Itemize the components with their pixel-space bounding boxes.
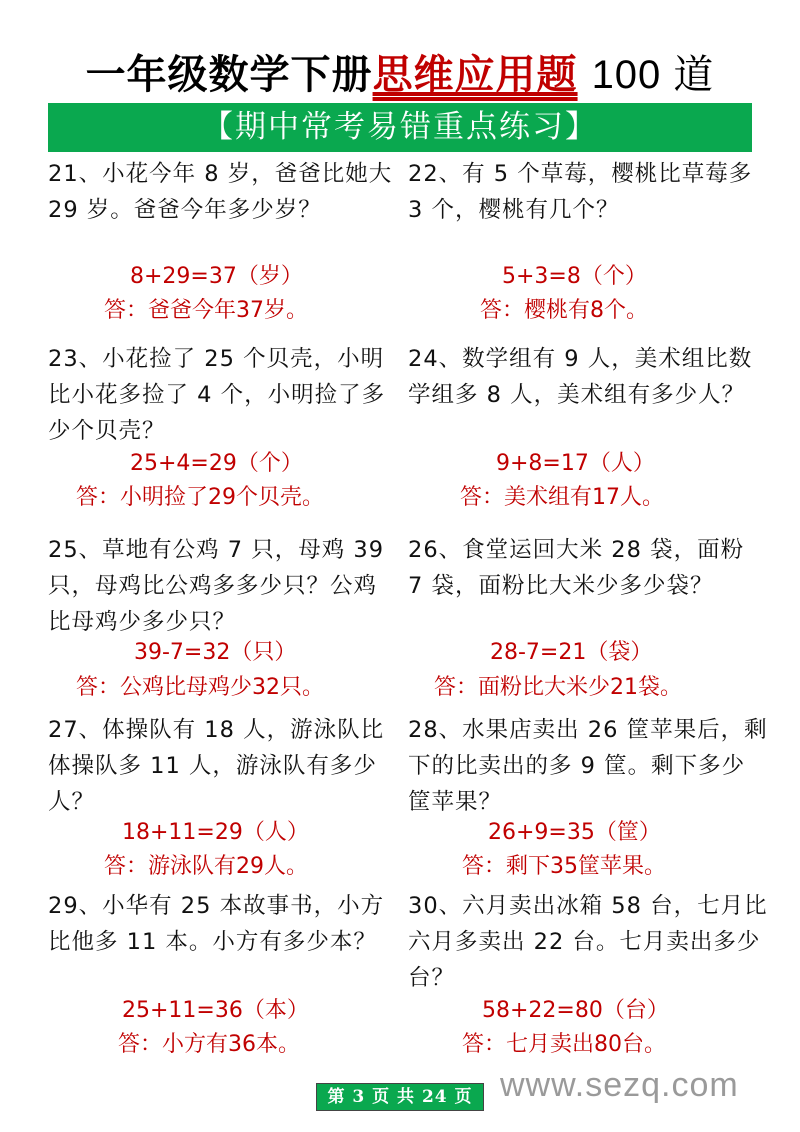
problem-answer: 答：剩下35筐苹果。 — [462, 854, 666, 879]
problem-calculation: 18+11=29（人） — [122, 820, 309, 845]
problem-calculation: 28-7=21（袋） — [490, 640, 653, 665]
problem-answer: 答：面粉比大米少21袋。 — [434, 675, 682, 700]
problem-question: 22、有 5 个草莓，樱桃比草莓多 3 个，樱桃有几个？ — [408, 161, 753, 223]
problem-24 — [408, 341, 758, 516]
watermark: www.sezq.com — [500, 1066, 739, 1104]
problem-calculation: 26+9=35（筐） — [488, 820, 661, 845]
title-prefix: 一年级数学下册 — [85, 52, 373, 98]
problem-question: 27、体操队有 18 人，游泳队比体操队多 11 人，游泳队有多少人？ — [48, 717, 385, 815]
problem-27 — [48, 712, 398, 887]
title-highlight: 思维应用题 — [372, 52, 578, 98]
problem-question: 24、数学组有 9 人，美术组比数学组多 8 人，美术组有多少人？ — [408, 346, 753, 408]
problem-answer: 答：公鸡比母鸡少32只。 — [76, 675, 324, 700]
problem-28 — [408, 712, 768, 887]
problem-25 — [48, 532, 398, 707]
problem-22 — [408, 156, 758, 326]
problem-question: 25、草地有公鸡 7 只，母鸡 39 只，母鸡比公鸡多多少只？公鸡比母鸡少多少只？ — [48, 537, 385, 635]
problem-calculation: 25+11=36（本） — [122, 998, 309, 1023]
problem-question: 30、六月卖出冰箱 58 台，七月比六月多卖出 22 台。七月卖出多少台？ — [408, 893, 768, 991]
page-number-badge: 第 3 页 共 24 页 — [316, 1083, 484, 1111]
problem-question: 21、小花今年 8 岁，爸爸比她大 29 岁。爸爸今年多少岁？ — [48, 161, 393, 223]
problem-calculation: 39-7=32（只） — [134, 640, 297, 665]
problem-answer: 答：小方有36本。 — [118, 1032, 300, 1057]
subtitle-banner: 【期中常考易错重点练习】 — [48, 103, 752, 152]
problem-calculation: 8+29=37（岁） — [130, 264, 303, 289]
problem-question: 28、水果店卖出 26 筐苹果后，剩下的比卖出的多 9 筐。剩下多少筐苹果？ — [408, 717, 768, 815]
problem-answer: 答：樱桃有8个。 — [480, 298, 648, 323]
problem-calculation: 58+22=80（台） — [482, 998, 669, 1023]
title-count: 100 道 — [591, 53, 715, 97]
problem-question: 29、小华有 25 本故事书，小方比他多 11 本。小方有多少本？ — [48, 893, 385, 955]
problem-answer: 答：七月卖出80台。 — [462, 1032, 666, 1057]
problem-question: 26、食堂运回大米 28 袋，面粉 7 袋，面粉比大米少多少袋？ — [408, 537, 745, 599]
problem-answer: 答：爸爸今年37岁。 — [104, 298, 308, 323]
problem-calculation: 9+8=17（人） — [496, 451, 655, 476]
problem-question: 23、小花捡了 25 个贝壳，小明比小花多捡了 4 个，小明捡了多少个贝壳？ — [48, 346, 386, 444]
problem-23 — [48, 341, 398, 516]
problem-answer: 答：游泳队有29人。 — [104, 854, 308, 879]
problem-21 — [48, 156, 398, 326]
problem-calculation: 25+4=29（个） — [130, 451, 303, 476]
problem-answer: 答：美术组有17人。 — [460, 485, 664, 510]
problem-answer: 答：小明捡了29个贝壳。 — [76, 485, 324, 510]
page-title — [0, 50, 800, 100]
problem-29 — [48, 888, 398, 1063]
problem-26 — [408, 532, 758, 707]
problem-calculation: 5+3=8（个） — [502, 264, 647, 289]
problem-30 — [408, 888, 768, 1063]
